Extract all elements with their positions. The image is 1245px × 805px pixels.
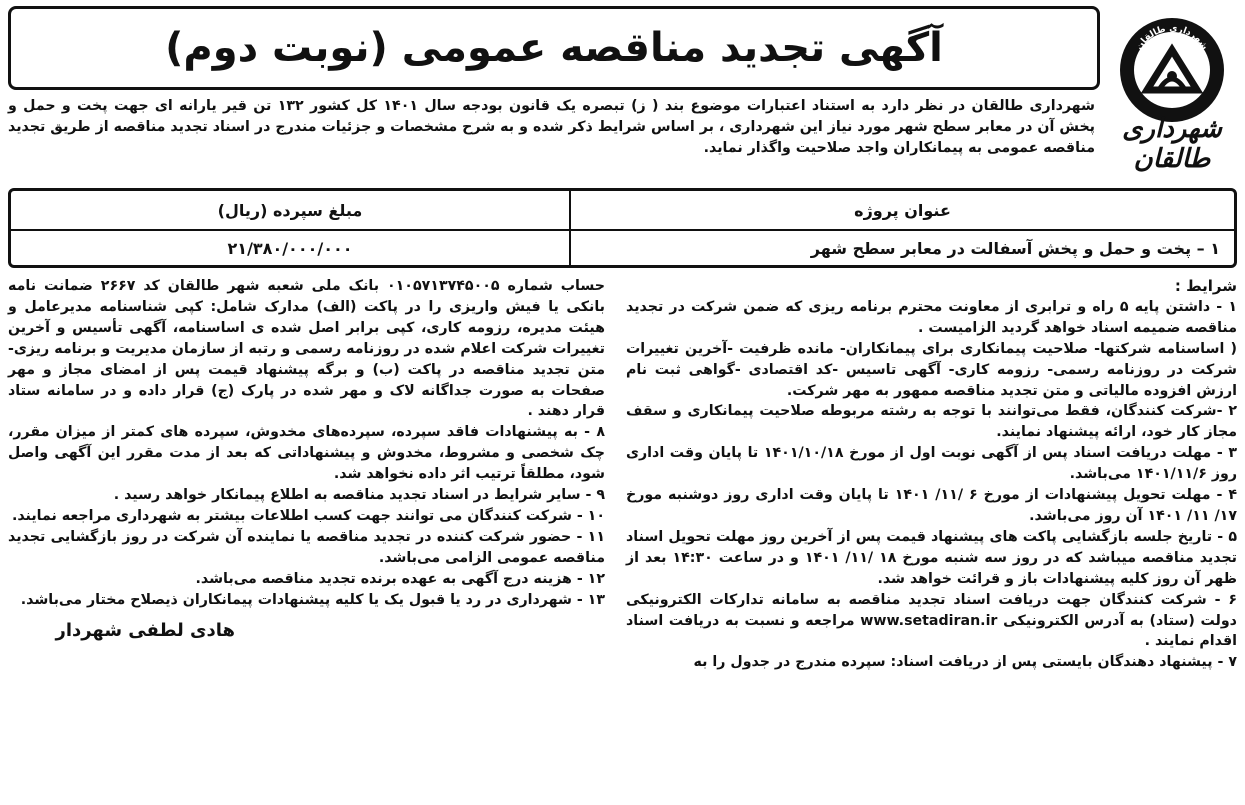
condition-3: ۳ - مهلت دریافت اسناد پس از آگهی نوبت اول از مورخ ۱۴۰۱/۱۰/۱۸ تا پایان وقت اداری روز ۱۴۰۱/۱۱/۶ می‌باشد.	[626, 445, 1237, 483]
logo-text: شهرداری طالقان	[1122, 114, 1222, 174]
condition-6-text-end: مراجعه و نسبت به دریافت اسناد اقدام نمایند .	[626, 612, 1237, 650]
condition-6	[626, 590, 1237, 653]
condition-7-continued: حساب شماره ۰۱۰۵۷۱۳۷۴۵۰۰۵ بانک ملی شعبه شهر طالقان کد ۲۶۶۷ ضمانت نامه بانکی یا فیش واریزی را در پاکت (الف) مدارک شامل: کپی شناسنامه مدیرعامل و هیئت مدیره، رزومه کاری، کپی برابر اصل شده ی اساسنامه، آگهی تأسیس و آخرین تغییرات شرکت اعلام شده در روزنامه رسمی و رتبه از سازمان مدیریت و برنامه ریزی- متن تجدید مناقصه در پاکت (ب) و برگه پیشنهاد قیمت پس از امضای مجاز و مهر صفحات به صورت جداگانه لاک و مهر شده در پارک (ج) قرار داده و در سامانه ستاد قرار دهند .	[8, 278, 605, 420]
conditions-column-left	[8, 276, 605, 799]
mayor-signature: هادی لطفی شهردار	[55, 619, 235, 641]
setad-url-link[interactable]: www.setadiran.ir	[860, 612, 998, 629]
cell-deposit-amount: ۲۱/۳۸۰/۰۰۰/۰۰۰	[227, 238, 353, 258]
page-title: آگهی تجدید مناقصه عمومی (نوبت دوم)	[165, 25, 943, 71]
condition-7: ۷ - پیشنهاد دهندگان بایستی پس از دریافت اسناد: سپرده مندرج در جدول را به	[693, 654, 1237, 671]
cell-project-title: ۱ – پخت و حمل و پخش آسفالت در معابر سطح شهر	[569, 231, 1234, 265]
header-project-title: عنوان پروژه	[569, 191, 1234, 231]
municipality-logo	[1107, 6, 1237, 182]
condition-1: ۱ - داشتن پایه ۵ راه و ترابری از معاونت محترم برنامه ریزی که ضمن شرکت در تجدید مناقصه ضمیمه اسناد خواهد گردید الزامیست .	[626, 298, 1238, 336]
condition-6-text: ۶ - شرکت کنندگان جهت دریافت اسناد تجدید مناقصه به سامانه تدارکات الکترونیکی دولت (ستاد) به آدرس الکترونیکی	[626, 591, 1237, 629]
logo-arc-text: شهرداری طالقان	[1134, 23, 1210, 52]
conditions-heading: شرایط :	[1174, 277, 1237, 295]
condition-12: ۱۲ - هزینه درج آگهی به عهده برنده تجدید مناقصه می‌باشد.	[195, 570, 605, 587]
condition-9: ۹ - سایر شرایط در اسناد تجدید مناقصه به اطلاع پیمانکار خواهد رسید .	[113, 487, 605, 504]
project-table	[8, 188, 1237, 268]
condition-11: ۱۱ - حضور شرکت کننده در تجدید مناقصه یا نماینده آن شرکت در روز بازگشایی تجدید مناقصه عمومی الزامی می‌باشد.	[8, 528, 605, 566]
condition-8: ۸ - به پیشنهادات فاقد سپرده، سپرده‌های مخدوش، سپرده های کمتر از میزان مقرر، چک شخصی و مشروط، مخدوش و پیشنهاداتی که بعد از مدت مقرر این آگهی واصل شود، مطلقاً ترتیب اثر داده نخواهد شد.	[8, 424, 605, 483]
condition-4: ۴ - مهلت تحویل پیشنهادات از مورخ ۶ /۱۱/ ۱۴۰۱ تا پایان وقت اداری روز دوشنبه مورخ ۱۷/ ۱۱/ ۱۴۰۱ آن روز می‌باشد.	[626, 487, 1238, 524]
condition-1-documents: ( اساسنامه شرکتها- صلاحیت پیمانکاری برای پیمانکاران- مانده ظرفیت -آخرین تغییرات شرکت در روزنامه رسمی- رزومه کاری- آگهی تاسیس -کد اقتصادی -گواهی ثبت نام ارزش افزوده مالیاتی و متن تجدید مناقصه ممهور به مهر شرکت.	[626, 340, 1237, 399]
condition-2: ۲ -شرکت کنندگان، فقط می‌توانند با توجه به رشته مربوطه صلاحیت پیمانکاری و سقف مجاز کار خود، ارائه پیشنهاد نمایند.	[626, 403, 1237, 441]
title-box	[8, 6, 1100, 90]
condition-13: ۱۳ - شهرداری در رد یا قبول یک یا کلیه پیشنهادات پیمانکاران ذیصلاح مختار می‌باشد.	[20, 591, 605, 608]
condition-10: ۱۰ - شرکت کنندگان می توانند جهت کسب اطلاعات بیشتر به شهرداری مراجعه نمایند.	[11, 507, 605, 524]
conditions-column-right	[626, 276, 1237, 799]
condition-5: ۵ - تاریخ جلسه بازگشایی پاکت های پیشنهاد قیمت پس از آخرین روز مهلت تحویل اسناد تجدید مناقصه میباشد که در روز سه شنبه مورخ ۱۸ /۱۱/ ۱۴۰۱ و در ساعت ۱۴:۳۰ بعد از ظهر آن روز کلیه پیشنهادات باز و قرائت خواهد شد.	[626, 528, 1238, 587]
header-deposit-amount: مبلغ سپرده (ریال)	[11, 191, 569, 231]
intro-paragraph: شهرداری طالقان در نظر دارد به استناد اعتبارات موضوع بند ( ز) تبصره یک قانون بودجه سال ۱۴۰۱ کل کشور ۱۳۲ تن قیر یارانه ای جهت پخت و حمل و پخش آن در معابر سطح شهر مورد نیاز این شهرداری ، بر اساس شرایط ذکر شده و به شرح مشخصات و جزئیات مندرج در اسناد تجدید مناقصه از طریق تجدید مناقصه عمومی به پیمانکاران واجد صلاحیت واگذار نماید.	[8, 98, 1096, 156]
